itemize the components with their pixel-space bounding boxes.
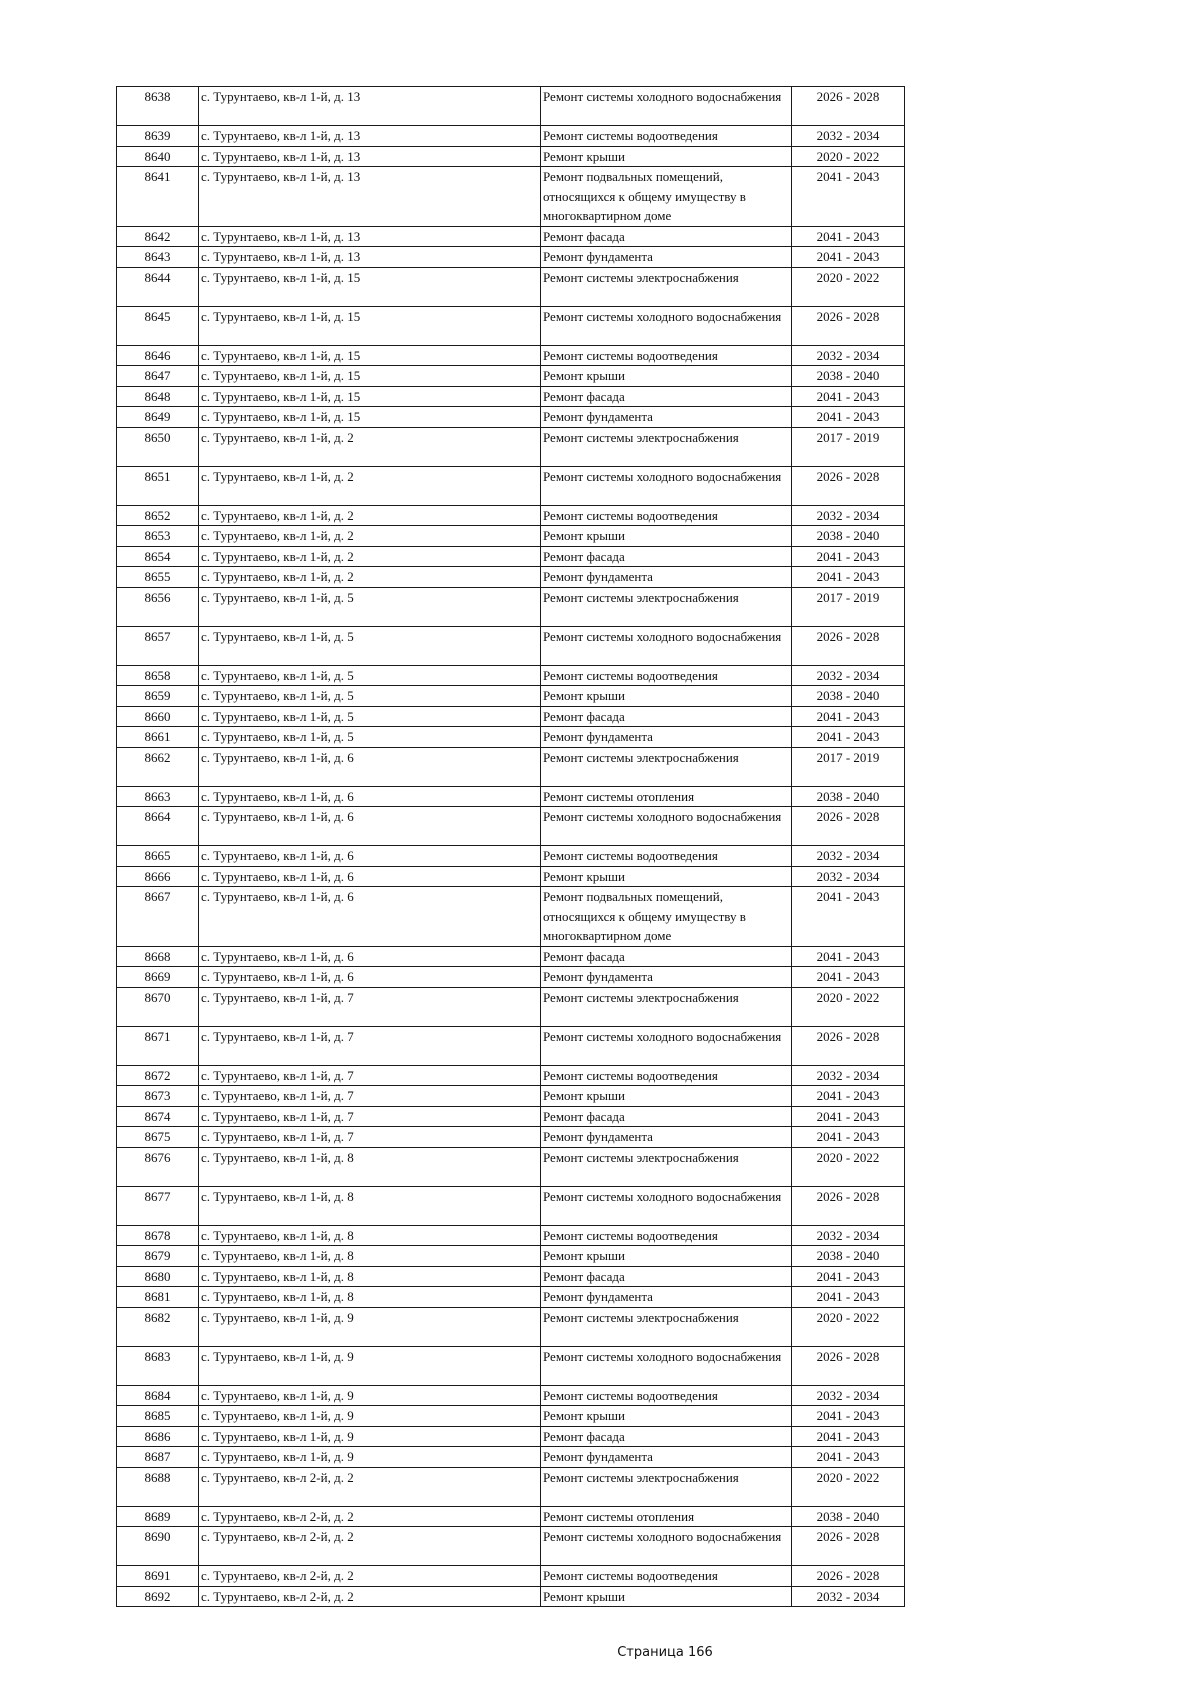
work-type-cell: Ремонт системы отопления [541, 1506, 792, 1527]
table-row [117, 226, 905, 247]
row-number-cell: 8680 [117, 1266, 199, 1287]
table-row [117, 386, 905, 407]
period-cell: 2041 - 2043 [792, 727, 905, 748]
period-cell: 2026 - 2028 [792, 1026, 905, 1065]
row-number-cell: 8692 [117, 1586, 199, 1607]
work-type-cell: Ремонт подвальных помещений, относящихся к общему имуществу в многоквартирном доме [541, 167, 792, 227]
address-cell: с. Турунтаево, кв-л 1-й, д. 5 [199, 686, 541, 707]
address-cell: с. Турунтаево, кв-л 1-й, д. 8 [199, 1287, 541, 1308]
period-cell: 2026 - 2028 [792, 1346, 905, 1385]
row-number-cell: 8675 [117, 1127, 199, 1148]
address-cell: с. Турунтаево, кв-л 1-й, д. 2 [199, 466, 541, 505]
row-number-cell: 8672 [117, 1065, 199, 1086]
table-row [117, 1406, 905, 1427]
row-number-cell: 8683 [117, 1346, 199, 1385]
row-number-cell: 8686 [117, 1426, 199, 1447]
work-type-cell: Ремонт системы водоотведения [541, 665, 792, 686]
table-row [117, 1225, 905, 1246]
address-cell: с. Турунтаево, кв-л 1-й, д. 9 [199, 1385, 541, 1406]
address-cell: с. Турунтаево, кв-л 2-й, д. 2 [199, 1566, 541, 1587]
table-row [117, 427, 905, 466]
address-cell: с. Турунтаево, кв-л 1-й, д. 6 [199, 967, 541, 988]
period-cell: 2032 - 2034 [792, 665, 905, 686]
period-cell: 2041 - 2043 [792, 1086, 905, 1107]
row-number-cell: 8640 [117, 146, 199, 167]
row-number-cell: 8668 [117, 946, 199, 967]
row-number-cell: 8654 [117, 546, 199, 567]
row-number-cell: 8658 [117, 665, 199, 686]
work-type-cell: Ремонт фасада [541, 386, 792, 407]
work-type-cell: Ремонт системы отопления [541, 786, 792, 807]
period-cell: 2041 - 2043 [792, 567, 905, 588]
period-cell: 2017 - 2019 [792, 747, 905, 786]
row-number-cell: 8641 [117, 167, 199, 227]
address-cell: с. Турунтаево, кв-л 2-й, д. 2 [199, 1467, 541, 1506]
work-type-cell: Ремонт системы холодного водоснабжения [541, 306, 792, 345]
period-cell: 2020 - 2022 [792, 1307, 905, 1346]
work-type-cell: Ремонт системы электроснабжения [541, 427, 792, 466]
work-type-cell: Ремонт системы электроснабжения [541, 987, 792, 1026]
address-cell: с. Турунтаево, кв-л 1-й, д. 6 [199, 807, 541, 846]
period-cell: 2041 - 2043 [792, 1287, 905, 1308]
period-cell: 2026 - 2028 [792, 1186, 905, 1225]
row-number-cell: 8652 [117, 505, 199, 526]
address-cell: с. Турунтаево, кв-л 2-й, д. 2 [199, 1586, 541, 1607]
work-type-cell: Ремонт фундамента [541, 1127, 792, 1148]
row-number-cell: 8665 [117, 846, 199, 867]
table-row [117, 567, 905, 588]
period-cell: 2032 - 2034 [792, 1065, 905, 1086]
address-cell: с. Турунтаево, кв-л 1-й, д. 5 [199, 626, 541, 665]
table-row [117, 1385, 905, 1406]
work-type-cell: Ремонт фундамента [541, 727, 792, 748]
table-row [117, 1346, 905, 1385]
repair-schedule-sheet [116, 86, 905, 1607]
address-cell: с. Турунтаево, кв-л 1-й, д. 2 [199, 567, 541, 588]
address-cell: с. Турунтаево, кв-л 1-й, д. 9 [199, 1346, 541, 1385]
work-type-cell: Ремонт крыши [541, 1406, 792, 1427]
period-cell: 2020 - 2022 [792, 1467, 905, 1506]
period-cell: 2038 - 2040 [792, 1246, 905, 1267]
address-cell: с. Турунтаево, кв-л 1-й, д. 5 [199, 587, 541, 626]
period-cell: 2017 - 2019 [792, 427, 905, 466]
address-cell: с. Турунтаево, кв-л 1-й, д. 8 [199, 1246, 541, 1267]
address-cell: с. Турунтаево, кв-л 1-й, д. 9 [199, 1447, 541, 1468]
address-cell: с. Турунтаево, кв-л 1-й, д. 13 [199, 226, 541, 247]
row-number-cell: 8646 [117, 345, 199, 366]
work-type-cell: Ремонт системы водоотведения [541, 505, 792, 526]
work-type-cell: Ремонт системы холодного водоснабжения [541, 466, 792, 505]
row-number-cell: 8644 [117, 267, 199, 306]
row-number-cell: 8677 [117, 1186, 199, 1225]
work-type-cell: Ремонт системы холодного водоснабжения [541, 1527, 792, 1566]
period-cell: 2020 - 2022 [792, 1147, 905, 1186]
work-type-cell: Ремонт системы холодного водоснабжения [541, 1186, 792, 1225]
period-cell: 2026 - 2028 [792, 1527, 905, 1566]
work-type-cell: Ремонт фасада [541, 1266, 792, 1287]
address-cell: с. Турунтаево, кв-л 1-й, д. 5 [199, 665, 541, 686]
row-number-cell: 8653 [117, 526, 199, 547]
address-cell: с. Турунтаево, кв-л 1-й, д. 2 [199, 505, 541, 526]
period-cell: 2026 - 2028 [792, 1566, 905, 1587]
table-row [117, 1307, 905, 1346]
address-cell: с. Турунтаево, кв-л 1-й, д. 15 [199, 306, 541, 345]
work-type-cell: Ремонт системы электроснабжения [541, 1147, 792, 1186]
row-number-cell: 8667 [117, 887, 199, 947]
table-row [117, 366, 905, 387]
table-row [117, 1566, 905, 1587]
work-type-cell: Ремонт системы электроснабжения [541, 267, 792, 306]
work-type-cell: Ремонт подвальных помещений, относящихся к общему имуществу в многоквартирном доме [541, 887, 792, 947]
row-number-cell: 8651 [117, 466, 199, 505]
period-cell: 2041 - 2043 [792, 967, 905, 988]
period-cell: 2041 - 2043 [792, 407, 905, 428]
address-cell: с. Турунтаево, кв-л 1-й, д. 2 [199, 546, 541, 567]
work-type-cell: Ремонт фасада [541, 946, 792, 967]
period-cell: 2032 - 2034 [792, 1385, 905, 1406]
address-cell: с. Турунтаево, кв-л 1-й, д. 8 [199, 1225, 541, 1246]
table-row [117, 87, 905, 126]
table-row [117, 1506, 905, 1527]
table-row [117, 1086, 905, 1107]
row-number-cell: 8656 [117, 587, 199, 626]
table-row [117, 587, 905, 626]
work-type-cell: Ремонт крыши [541, 1586, 792, 1607]
table-row [117, 407, 905, 428]
period-cell: 2032 - 2034 [792, 505, 905, 526]
address-cell: с. Турунтаево, кв-л 1-й, д. 8 [199, 1266, 541, 1287]
work-type-cell: Ремонт системы водоотведения [541, 126, 792, 147]
address-cell: с. Турунтаево, кв-л 1-й, д. 7 [199, 1086, 541, 1107]
period-cell: 2038 - 2040 [792, 526, 905, 547]
row-number-cell: 8690 [117, 1527, 199, 1566]
period-cell: 2041 - 2043 [792, 1406, 905, 1427]
table-row [117, 946, 905, 967]
work-type-cell: Ремонт фундамента [541, 1447, 792, 1468]
table-row [117, 1026, 905, 1065]
row-number-cell: 8682 [117, 1307, 199, 1346]
address-cell: с. Турунтаево, кв-л 1-й, д. 7 [199, 1026, 541, 1065]
work-type-cell: Ремонт системы водоотведения [541, 1566, 792, 1587]
address-cell: с. Турунтаево, кв-л 1-й, д. 9 [199, 1406, 541, 1427]
period-cell: 2041 - 2043 [792, 887, 905, 947]
row-number-cell: 8650 [117, 427, 199, 466]
work-type-cell: Ремонт системы холодного водоснабжения [541, 87, 792, 126]
work-type-cell: Ремонт системы холодного водоснабжения [541, 626, 792, 665]
address-cell: с. Турунтаево, кв-л 1-й, д. 6 [199, 747, 541, 786]
work-type-cell: Ремонт крыши [541, 1246, 792, 1267]
row-number-cell: 8638 [117, 87, 199, 126]
table-row [117, 626, 905, 665]
period-cell: 2041 - 2043 [792, 1426, 905, 1447]
work-type-cell: Ремонт крыши [541, 866, 792, 887]
work-type-cell: Ремонт системы водоотведения [541, 1385, 792, 1406]
work-type-cell: Ремонт фундамента [541, 967, 792, 988]
table-row [117, 1287, 905, 1308]
table-row [117, 747, 905, 786]
address-cell: с. Турунтаево, кв-л 1-й, д. 15 [199, 345, 541, 366]
row-number-cell: 8643 [117, 247, 199, 268]
table-row [117, 1426, 905, 1447]
address-cell: с. Турунтаево, кв-л 1-й, д. 13 [199, 87, 541, 126]
table-row [117, 247, 905, 268]
table-row [117, 807, 905, 846]
table-row [117, 1266, 905, 1287]
address-cell: с. Турунтаево, кв-л 1-й, д. 2 [199, 427, 541, 466]
period-cell: 2020 - 2022 [792, 146, 905, 167]
table-row [117, 706, 905, 727]
period-cell: 2041 - 2043 [792, 226, 905, 247]
table-row [117, 1127, 905, 1148]
work-type-cell: Ремонт системы холодного водоснабжения [541, 1026, 792, 1065]
row-number-cell: 8679 [117, 1246, 199, 1267]
table-row [117, 1586, 905, 1607]
table-row [117, 686, 905, 707]
period-cell: 2026 - 2028 [792, 87, 905, 126]
work-type-cell: Ремонт фасада [541, 546, 792, 567]
table-row [117, 146, 905, 167]
row-number-cell: 8669 [117, 967, 199, 988]
period-cell: 2041 - 2043 [792, 1106, 905, 1127]
table-row [117, 126, 905, 147]
address-cell: с. Турунтаево, кв-л 2-й, д. 2 [199, 1506, 541, 1527]
row-number-cell: 8671 [117, 1026, 199, 1065]
work-type-cell: Ремонт системы электроснабжения [541, 1307, 792, 1346]
work-type-cell: Ремонт системы электроснабжения [541, 587, 792, 626]
address-cell: с. Турунтаево, кв-л 1-й, д. 13 [199, 167, 541, 227]
address-cell: с. Турунтаево, кв-л 1-й, д. 6 [199, 946, 541, 967]
repair-schedule-table [116, 86, 905, 1607]
table-row [117, 866, 905, 887]
address-cell: с. Турунтаево, кв-л 1-й, д. 13 [199, 126, 541, 147]
address-cell: с. Турунтаево, кв-л 2-й, д. 2 [199, 1527, 541, 1566]
row-number-cell: 8689 [117, 1506, 199, 1527]
table-row [117, 987, 905, 1026]
period-cell: 2026 - 2028 [792, 626, 905, 665]
row-number-cell: 8666 [117, 866, 199, 887]
address-cell: с. Турунтаево, кв-л 1-й, д. 15 [199, 407, 541, 428]
period-cell: 2041 - 2043 [792, 1266, 905, 1287]
work-type-cell: Ремонт системы водоотведения [541, 1225, 792, 1246]
work-type-cell: Ремонт системы водоотведения [541, 345, 792, 366]
address-cell: с. Турунтаево, кв-л 1-й, д. 13 [199, 247, 541, 268]
row-number-cell: 8681 [117, 1287, 199, 1308]
period-cell: 2017 - 2019 [792, 587, 905, 626]
row-number-cell: 8660 [117, 706, 199, 727]
work-type-cell: Ремонт системы электроснабжения [541, 747, 792, 786]
address-cell: с. Турунтаево, кв-л 1-й, д. 9 [199, 1426, 541, 1447]
period-cell: 2032 - 2034 [792, 1586, 905, 1607]
work-type-cell: Ремонт системы электроснабжения [541, 1467, 792, 1506]
table-row [117, 466, 905, 505]
row-number-cell: 8691 [117, 1566, 199, 1587]
table-row [117, 1246, 905, 1267]
period-cell: 2041 - 2043 [792, 167, 905, 227]
period-cell: 2041 - 2043 [792, 247, 905, 268]
period-cell: 2041 - 2043 [792, 946, 905, 967]
table-row [117, 1147, 905, 1186]
work-type-cell: Ремонт крыши [541, 366, 792, 387]
address-cell: с. Турунтаево, кв-л 1-й, д. 6 [199, 866, 541, 887]
work-type-cell: Ремонт крыши [541, 146, 792, 167]
address-cell: с. Турунтаево, кв-л 1-й, д. 8 [199, 1186, 541, 1225]
row-number-cell: 8664 [117, 807, 199, 846]
table-row [117, 786, 905, 807]
row-number-cell: 8648 [117, 386, 199, 407]
work-type-cell: Ремонт фундамента [541, 567, 792, 588]
period-cell: 2026 - 2028 [792, 807, 905, 846]
period-cell: 2026 - 2028 [792, 466, 905, 505]
row-number-cell: 8639 [117, 126, 199, 147]
table-row [117, 1106, 905, 1127]
address-cell: с. Турунтаево, кв-л 1-й, д. 5 [199, 706, 541, 727]
address-cell: с. Турунтаево, кв-л 1-й, д. 13 [199, 146, 541, 167]
row-number-cell: 8685 [117, 1406, 199, 1427]
period-cell: 2041 - 2043 [792, 706, 905, 727]
period-cell: 2038 - 2040 [792, 366, 905, 387]
table-row [117, 727, 905, 748]
table-row [117, 267, 905, 306]
period-cell: 2032 - 2034 [792, 866, 905, 887]
period-cell: 2020 - 2022 [792, 267, 905, 306]
address-cell: с. Турунтаево, кв-л 1-й, д. 6 [199, 887, 541, 947]
address-cell: с. Турунтаево, кв-л 1-й, д. 6 [199, 786, 541, 807]
table-row [117, 1467, 905, 1506]
table-row [117, 665, 905, 686]
period-cell: 2032 - 2034 [792, 345, 905, 366]
address-cell: с. Турунтаево, кв-л 1-й, д. 5 [199, 727, 541, 748]
address-cell: с. Турунтаево, кв-л 1-й, д. 7 [199, 1106, 541, 1127]
address-cell: с. Турунтаево, кв-л 1-й, д. 8 [199, 1147, 541, 1186]
address-cell: с. Турунтаево, кв-л 1-й, д. 9 [199, 1307, 541, 1346]
work-type-cell: Ремонт системы водоотведения [541, 1065, 792, 1086]
row-number-cell: 8661 [117, 727, 199, 748]
table-row [117, 1065, 905, 1086]
table-row [117, 526, 905, 547]
work-type-cell: Ремонт фасада [541, 706, 792, 727]
row-number-cell: 8663 [117, 786, 199, 807]
work-type-cell: Ремонт системы холодного водоснабжения [541, 1346, 792, 1385]
address-cell: с. Турунтаево, кв-л 1-й, д. 7 [199, 1127, 541, 1148]
period-cell: 2032 - 2034 [792, 126, 905, 147]
row-number-cell: 8645 [117, 306, 199, 345]
period-cell: 2038 - 2040 [792, 1506, 905, 1527]
table-row [117, 887, 905, 947]
table-row [117, 505, 905, 526]
table-row [117, 1527, 905, 1566]
row-number-cell: 8655 [117, 567, 199, 588]
row-number-cell: 8676 [117, 1147, 199, 1186]
period-cell: 2041 - 2043 [792, 1447, 905, 1468]
work-type-cell: Ремонт фасада [541, 1426, 792, 1447]
work-type-cell: Ремонт системы холодного водоснабжения [541, 807, 792, 846]
period-cell: 2026 - 2028 [792, 306, 905, 345]
work-type-cell: Ремонт крыши [541, 526, 792, 547]
table-row [117, 967, 905, 988]
row-number-cell: 8659 [117, 686, 199, 707]
work-type-cell: Ремонт фасада [541, 226, 792, 247]
period-cell: 2038 - 2040 [792, 786, 905, 807]
work-type-cell: Ремонт фундамента [541, 247, 792, 268]
period-cell: 2041 - 2043 [792, 546, 905, 567]
table-row [117, 846, 905, 867]
work-type-cell: Ремонт крыши [541, 1086, 792, 1107]
row-number-cell: 8642 [117, 226, 199, 247]
work-type-cell: Ремонт крыши [541, 686, 792, 707]
address-cell: с. Турунтаево, кв-л 1-й, д. 7 [199, 987, 541, 1026]
table-row [117, 1186, 905, 1225]
row-number-cell: 8670 [117, 987, 199, 1026]
period-cell: 2038 - 2040 [792, 686, 905, 707]
address-cell: с. Турунтаево, кв-л 1-й, д. 7 [199, 1065, 541, 1086]
work-type-cell: Ремонт фундамента [541, 407, 792, 428]
row-number-cell: 8673 [117, 1086, 199, 1107]
table-row [117, 306, 905, 345]
table-body [117, 87, 905, 1607]
address-cell: с. Турунтаево, кв-л 1-й, д. 2 [199, 526, 541, 547]
row-number-cell: 8662 [117, 747, 199, 786]
address-cell: с. Турунтаево, кв-л 1-й, д. 6 [199, 846, 541, 867]
row-number-cell: 8688 [117, 1467, 199, 1506]
row-number-cell: 8649 [117, 407, 199, 428]
work-type-cell: Ремонт фундамента [541, 1287, 792, 1308]
row-number-cell: 8647 [117, 366, 199, 387]
period-cell: 2032 - 2034 [792, 1225, 905, 1246]
table-row [117, 167, 905, 227]
row-number-cell: 8657 [117, 626, 199, 665]
table-row [117, 345, 905, 366]
work-type-cell: Ремонт фасада [541, 1106, 792, 1127]
address-cell: с. Турунтаево, кв-л 1-й, д. 15 [199, 386, 541, 407]
row-number-cell: 8684 [117, 1385, 199, 1406]
table-row [117, 1447, 905, 1468]
period-cell: 2020 - 2022 [792, 987, 905, 1026]
period-cell: 2041 - 2043 [792, 1127, 905, 1148]
row-number-cell: 8674 [117, 1106, 199, 1127]
work-type-cell: Ремонт системы водоотведения [541, 846, 792, 867]
address-cell: с. Турунтаево, кв-л 1-й, д. 15 [199, 366, 541, 387]
period-cell: 2041 - 2043 [792, 386, 905, 407]
period-cell: 2032 - 2034 [792, 846, 905, 867]
table-row [117, 546, 905, 567]
address-cell: с. Турунтаево, кв-л 1-й, д. 15 [199, 267, 541, 306]
row-number-cell: 8687 [117, 1447, 199, 1468]
page-number: Страница 166 [617, 1645, 713, 1660]
row-number-cell: 8678 [117, 1225, 199, 1246]
